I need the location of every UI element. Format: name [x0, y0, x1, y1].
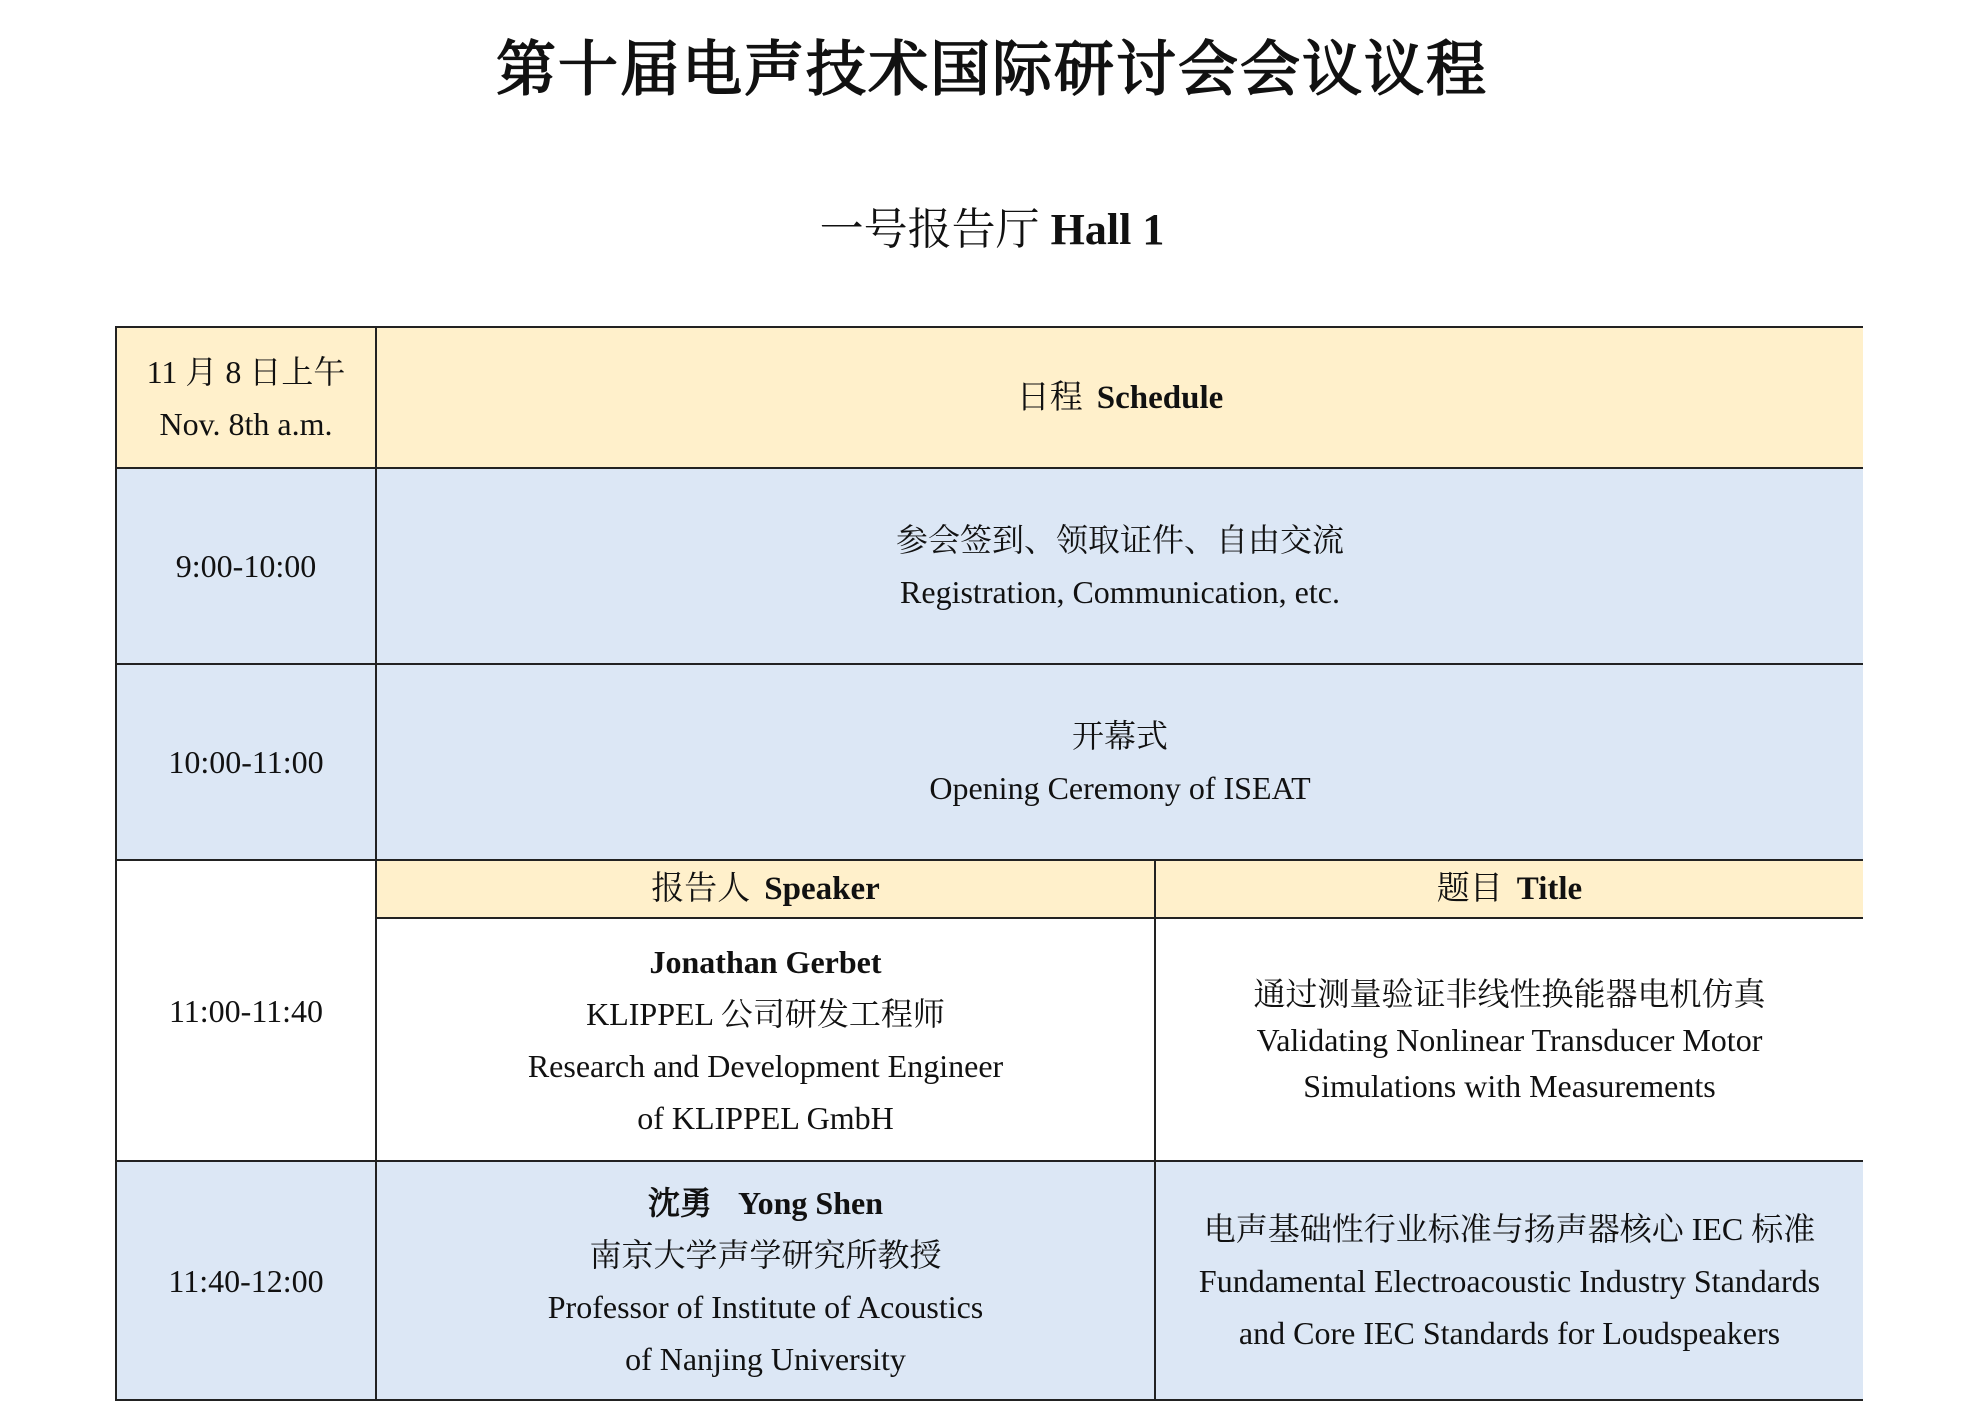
talk-time-cell [117, 859, 375, 1160]
header-schedule-cell [375, 328, 1863, 467]
session-zh: 开幕式 [1071, 718, 1168, 754]
talk-title-line: Fundamental Electroacoustic Industry Standards [1198, 1262, 1821, 1299]
title-en: Title [1516, 871, 1583, 907]
date-en: Nov. 8th a.m. [159, 405, 333, 442]
speaker-line: of Nanjing University [625, 1340, 906, 1377]
speaker-cell [375, 1160, 1154, 1399]
hall-en: Hall 1 [1050, 205, 1165, 254]
session-time: 10:00-11:00 [168, 744, 324, 780]
talk-time-cell [117, 1160, 375, 1399]
talk-title-line: and Core IEC Standards for Loudspeakers [1238, 1314, 1781, 1351]
session-en: Registration, Communication, etc. [900, 574, 1340, 610]
speaker-cell [375, 917, 1154, 1160]
session-time-cell [117, 663, 375, 859]
page-title: 第十届电声技术国际研讨会会议议程 [496, 37, 1488, 103]
speaker-line: Research and Development Engineer [527, 1047, 1004, 1084]
talk-time: 11:40-12:00 [168, 1262, 324, 1299]
speaker-name-en: Yong Shen [738, 1184, 883, 1221]
schedule-zh: 日程 [1016, 379, 1083, 416]
hall-zh: 一号报告厅 [819, 205, 1040, 254]
speaker-name: Jonathan Gerbet [649, 943, 882, 980]
session-zh: 参会签到、领取证件、自由交流 [895, 522, 1344, 558]
talk-title-cell [1154, 1160, 1863, 1399]
speaker-name-zh: 沈勇 [648, 1184, 713, 1221]
session-time-cell [117, 467, 375, 663]
session-cell [375, 663, 1863, 859]
speaker-line: of KLIPPEL GmbH [637, 1099, 894, 1136]
subheader-speaker-cell [375, 859, 1154, 917]
title-zh: 题目 [1436, 871, 1503, 907]
header-date-cell [117, 328, 375, 467]
session-time: 9:00-10:00 [175, 548, 317, 584]
speaker-line: Professor of Institute of Acoustics [547, 1288, 984, 1325]
talk-title-cell [1154, 917, 1863, 1160]
speaker-zh: 报告人 [651, 871, 751, 907]
speaker-en: Speaker [764, 871, 880, 907]
speaker-name [648, 1177, 883, 1229]
hall-heading [0, 200, 1984, 260]
session-en: Opening Ceremony of ISEAT [929, 770, 1311, 806]
talk-title-line: 通过测量验证非线性换能器电机仿真 [1253, 975, 1766, 1012]
date-zh: 11 月 8 日上午 [146, 353, 346, 390]
agenda-table [115, 326, 1863, 1401]
speaker-line: KLIPPEL 公司研发工程师 [586, 995, 945, 1032]
session-cell [375, 467, 1863, 663]
talk-title-line: Validating Nonlinear Transducer Motor [1256, 1021, 1763, 1058]
schedule-en: Schedule [1096, 379, 1224, 416]
speaker-line: 南京大学声学研究所教授 [589, 1236, 942, 1273]
subheader-title-cell [1154, 859, 1863, 917]
talk-title-line: 电声基础性行业标准与扬声器核心 IEC 标准 [1203, 1210, 1816, 1247]
talk-time: 11:00-11:40 [168, 992, 324, 1029]
talk-title-line: Simulations with Measurements [1303, 1067, 1716, 1104]
